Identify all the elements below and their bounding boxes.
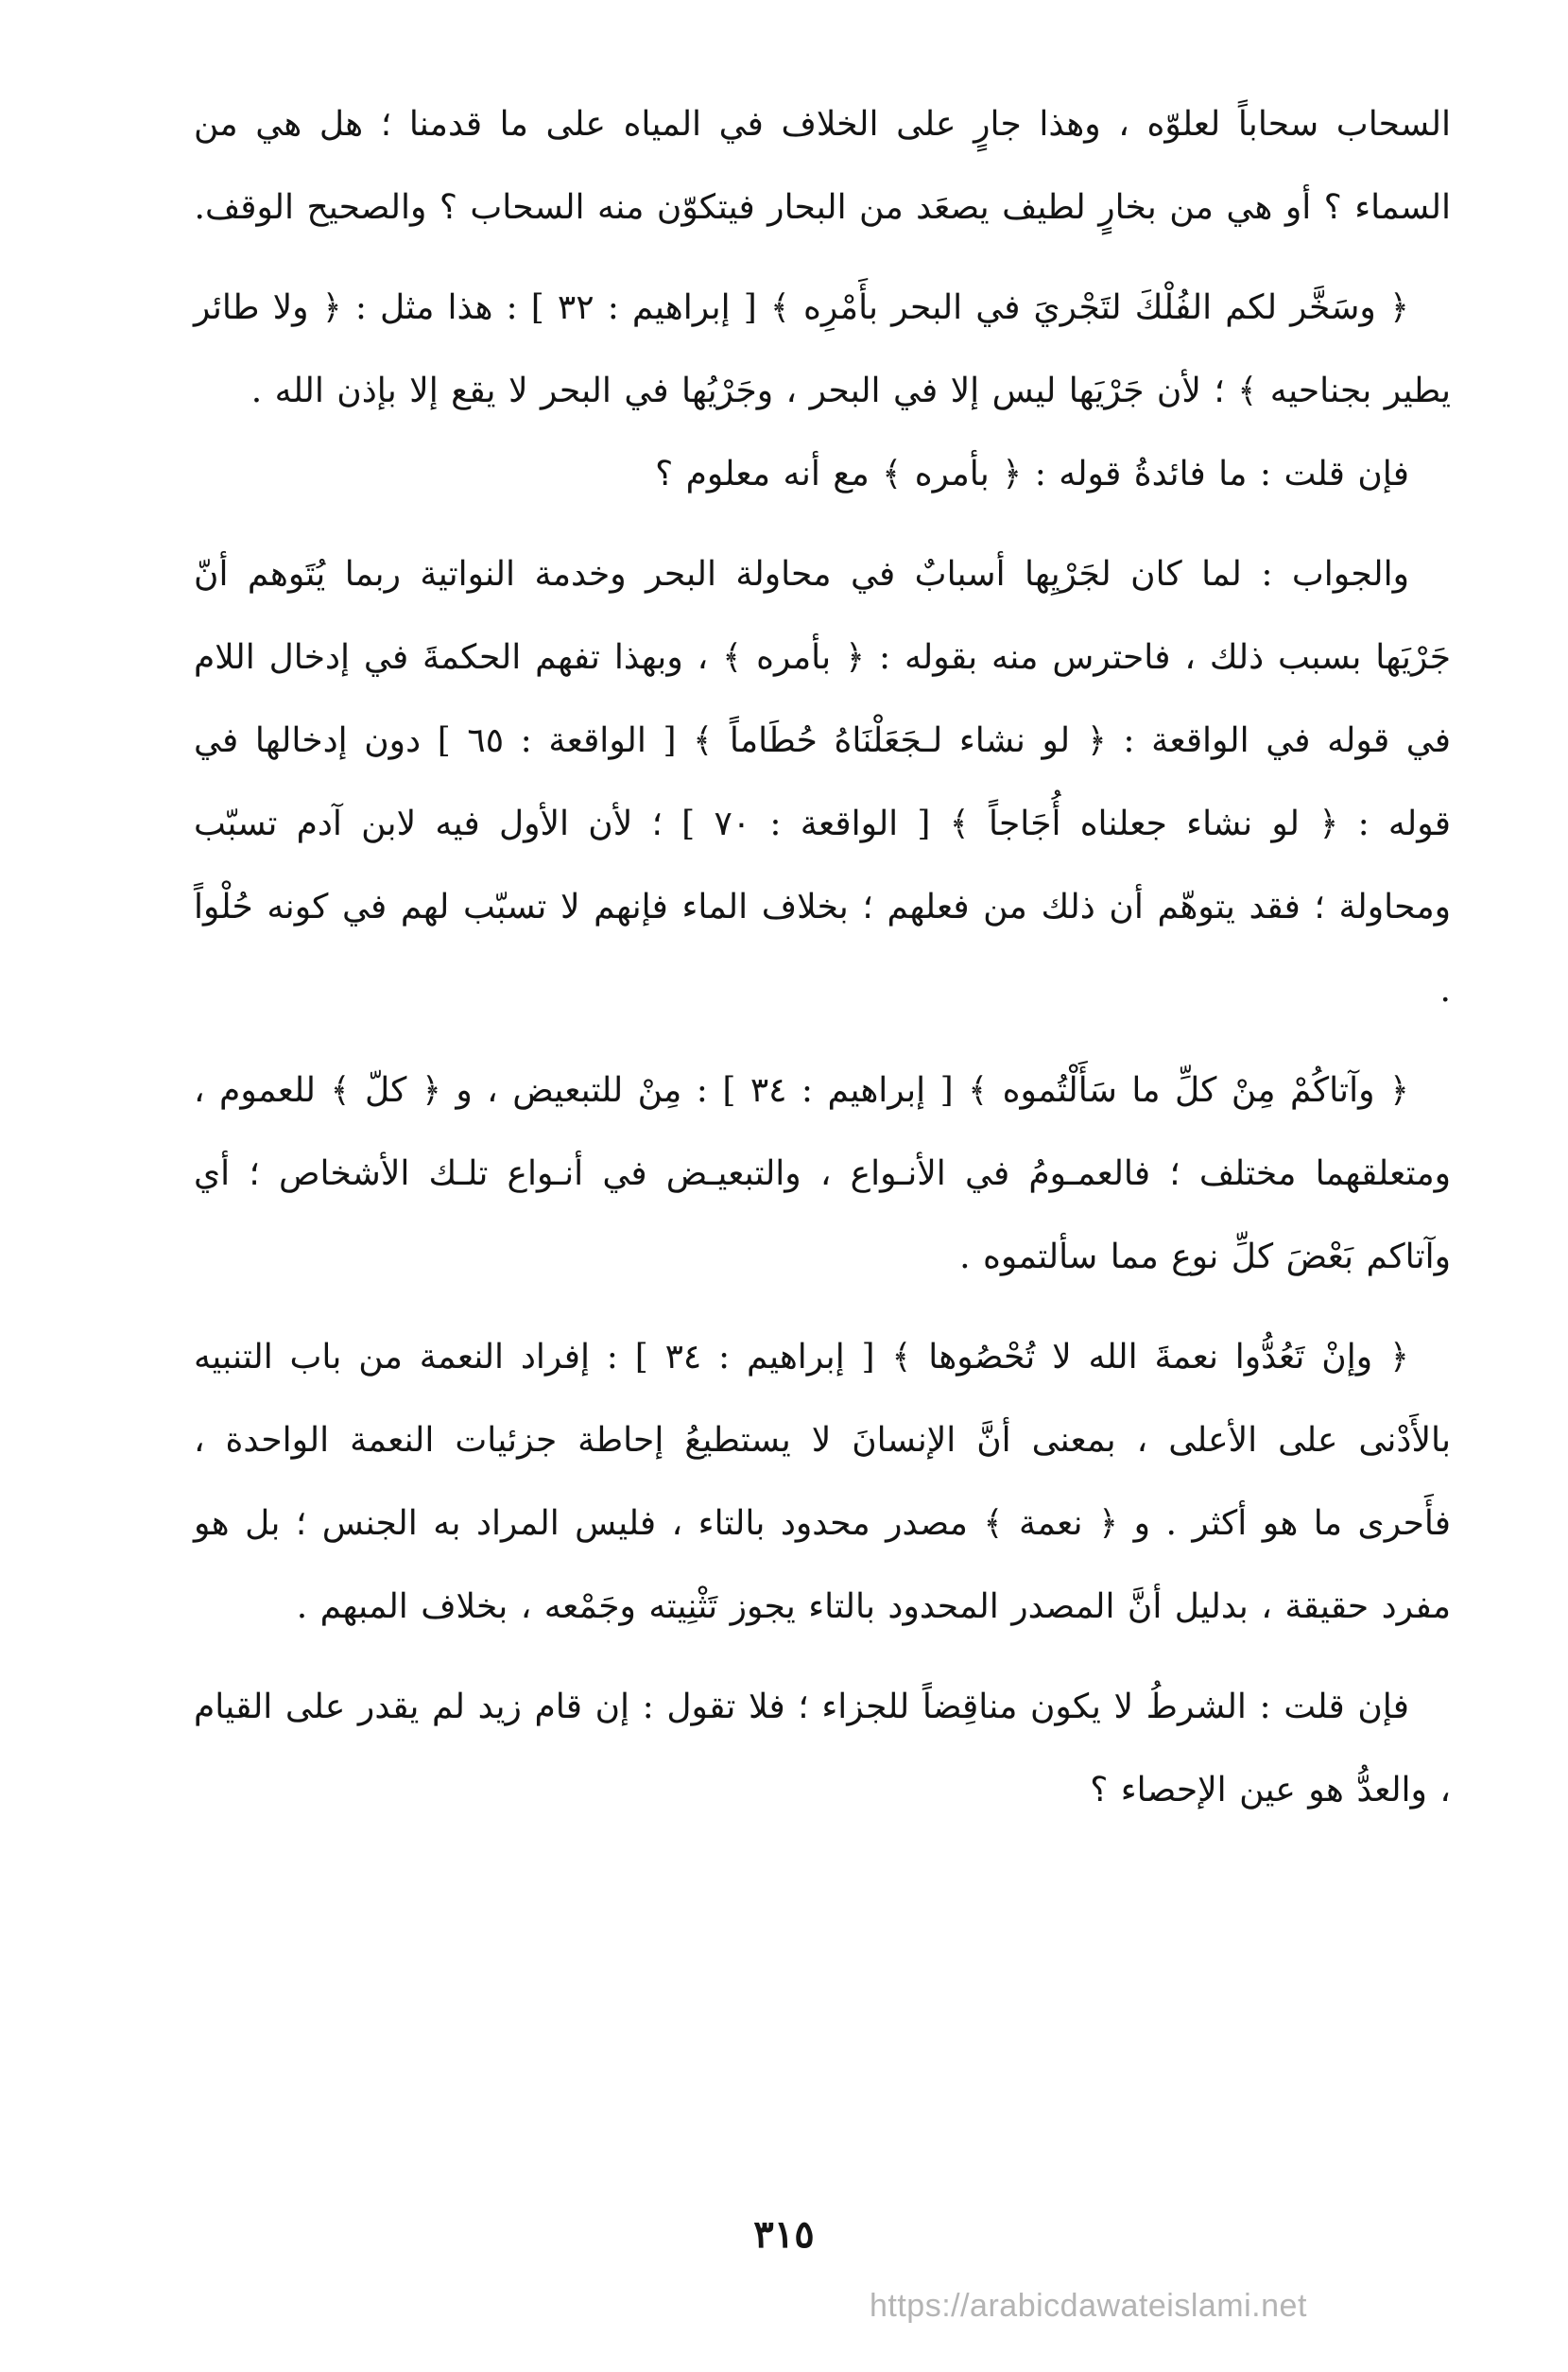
paragraph-answer-amr: والجواب : لما كان لجَرْيِها أسبابٌ في محاولة البحر وخدمة النواتية ربما يُتَوهم أنّ جَرْيَها بسبب ذلك ، فاحترس منه بقوله : ﴿ بأمره ﴾ ، وبهذا تفهم الحكمةَ في إدخال اللام في قوله في الواقعة : ﴿ لو نشاء لـجَعَلْنَاهُ حُطَاماً ﴾ [ الواقعة : ٦٥ ] دون إدخالها في قوله : ﴿ لو نشاء جعلناه أُجَاجاً ﴾ [ الواقعة : ٧٠ ] ؛ لأن الأول فيه لابن آدم تسبّب ومحاولة ؛ فقد يتوهّم أن ذلك من فعلهم ؛ بخلاف الماء فإنهم لا تسبّب لهم في كونه حُلْواً . [194, 555, 1452, 1010]
page-body [194, 83, 1451, 2210]
paragraph-nimah: ﴿ وإنْ تَعُدُّوا نعمةَ الله لا تُحْصُوها ﴾ [ إبراهيم : ٣٤ ] : إفراد النعمة من باب التنبيه بالأَدْنى على الأعلى ، بمعنى أنَّ الإنسانَ لا يستطيعُ إحاطة جزئيات النعمة الواحدة ، فأَحرى ما هو أكثر . و ﴿ نعمة ﴾ مصدر محدود بالتاء ، فليس المراد به الجنس ؛ بل هو مفرد حقيقة ، بدليل أنَّ المصدر المحدود بالتاء يجوز تَثْنِيته وجَمْعه ، بخلاف المبهم . [194, 1338, 1451, 1626]
watermark-url: https://arabicdawateislami.net [870, 2288, 1307, 2324]
paragraph-question-shart: فإن قلت : الشرطُ لا يكون مناقِضاً للجزاء ؛ فلا تقول : إن قام زيد لم يقدر على القيام ، والعدُّ هو عين الإحصاء ؟ [194, 1688, 1451, 1809]
paragraph-atakum: ﴿ وآتاكُمْ مِنْ كلِّ ما سَأَلْتُموه ﴾ [ إبراهيم : ٣٤ ] : مِنْ للتبعيض ، و ﴿ كلّ ﴾ للعموم ، ومتعلقهما مختلف ؛ فالعمـومُ في الأنـواع ، والتبعيـض في أنـواع تلـك الأشخاص ؛ أي وآتاكم بَعْضَ كلِّ نوع مما سألتموه . [194, 1071, 1451, 1276]
paragraph-fulk: ﴿ وسَخَّر لكم الفُلْكَ لتَجْريَ في البحر بأَمْرِه ﴾ [ إبراهيم : ٣٢ ] : هذا مثل : ﴿ ولا طائر يطير بجناحيه ﴾ ؛ لأن جَرْيَها ليس إلا في البحر ، وجَرْيُها في البحر لا يقع إلا بإذن الله . [194, 288, 1451, 410]
page-number: ٣١٥ [753, 2212, 815, 2257]
paragraph-question-amr: فإن قلت : ما فائدةُ قوله : ﴿ بأمره ﴾ مع أنه معلوم ؟ [655, 455, 1409, 493]
paragraph-sahab: السحاب سحاباً لعلوّه ، وهذا جارٍ على الخلاف في المياه على ما قدمنا ؛ هل هي من السماء ؟ أو هي من بخارٍ لطيف يصعَد من البحار فيتكوّن منه السحاب ؟ والصحيح الوقف. [194, 105, 1451, 227]
